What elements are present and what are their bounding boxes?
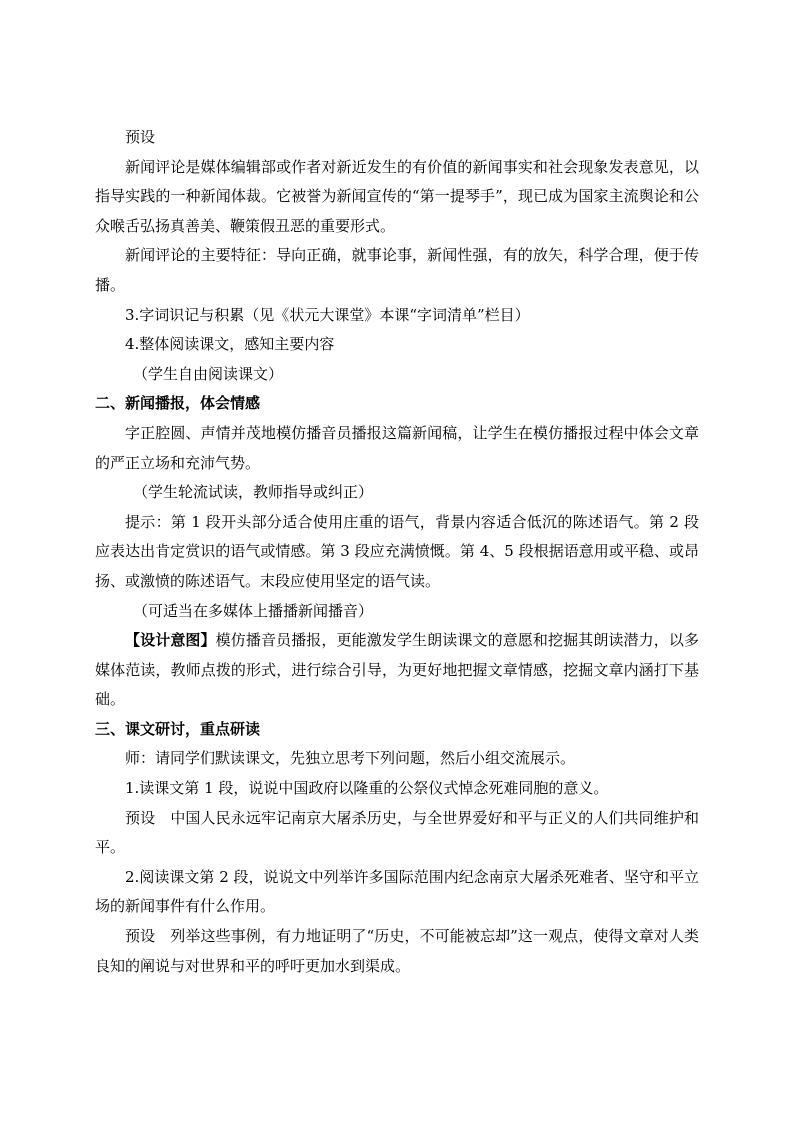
- question-2: 2.阅读课文第 2 段，说说文中列举许多国际范围内纪念南京大屠杀死难者、坚守和平立场的新闻事件有什么作用。: [95, 867, 699, 916]
- design-intent-label: 【设计意图】: [125, 631, 216, 650]
- document-body: [95, 123, 699, 981]
- paragraph-news-commentary-features: 新闻评论的主要特征：导向正确，就事论事，新闻性强，有的放矢，科学合理，便于传播。: [95, 246, 699, 294]
- item-vocabulary: 3.字词识记与积累（见《状元大课堂》本课“字词清单”栏目）: [125, 305, 530, 324]
- note-free-reading: （学生自由阅读课文）: [133, 364, 284, 383]
- answer-1: 预设 中国人民永远牢记南京大屠杀历史，与全世界爱好和平与正义的人们共同维护和平。: [95, 808, 699, 857]
- paragraph-teacher-instruction: 师：请同学们默读课文，先独立思考下列问题，然后小组交流展示。: [125, 749, 576, 768]
- paragraph-news-commentary-definition: 新闻评论是媒体编辑部或作者对新近发生的有价值的新闻事实和社会现象发表意见，以指导实践的一种新闻体裁。它被誉为新闻宣传的“第一提琴手”，现已成为国家主流舆论和公众喉舌弘扬真善美、鞭策假丑恶的重要形式。: [95, 157, 699, 235]
- note-take-turns: （学生轮流试读，教师指导或纠正）: [133, 483, 374, 502]
- design-intent-text: 模仿播音员播报，更能激发学生朗读课文的意愿和挖掘其朗读潜力，以多媒体范读，教师点拨的形式，进行综合引导，为更好地把握文章情感，挖掘文章内涵打下基础。: [95, 631, 699, 709]
- item-overall-reading: 4.整体阅读课文，感知主要内容: [125, 335, 335, 354]
- paragraph-imitate-broadcast: 字正腔圆、声情并茂地模仿播音员播报这篇新闻稿，让学生在模仿播报过程中体会文章的严正立场和充沛气势。: [95, 423, 699, 472]
- answer-2: 预设 列举这些事例，有力地证明了“历史，不可能被忘却”这一观点，使得文章对人类良知的阐说与对世界和平的呼吁更加水到渠成。: [95, 927, 699, 975]
- question-1: 1.读课文第 1 段，说说中国政府以隆重的公祭仪式悼念死难同胞的意义。: [125, 779, 609, 798]
- paragraph-design-intent: [95, 626, 699, 715]
- preset-label: 预设: [125, 128, 156, 146]
- note-multimedia: （可适当在多媒体上播播新闻播音）: [133, 601, 374, 620]
- paragraph-hints: 提示：第 1 段开头部分适合使用庄重的语气，背景内容适合低沉的陈述语气。第 2 段应表达出肯定赏识的语气或情感。第 3 段应充满愤慨。第 4、5 段根据语意用或平稳、或昂扬、或激愤的陈述语气。末段应使用坚定的语气读。: [95, 512, 699, 590]
- section-heading-3: 三、课文研讨，重点研读: [95, 719, 261, 738]
- section-heading-2: 二、新闻播报，体会情感: [95, 394, 261, 413]
